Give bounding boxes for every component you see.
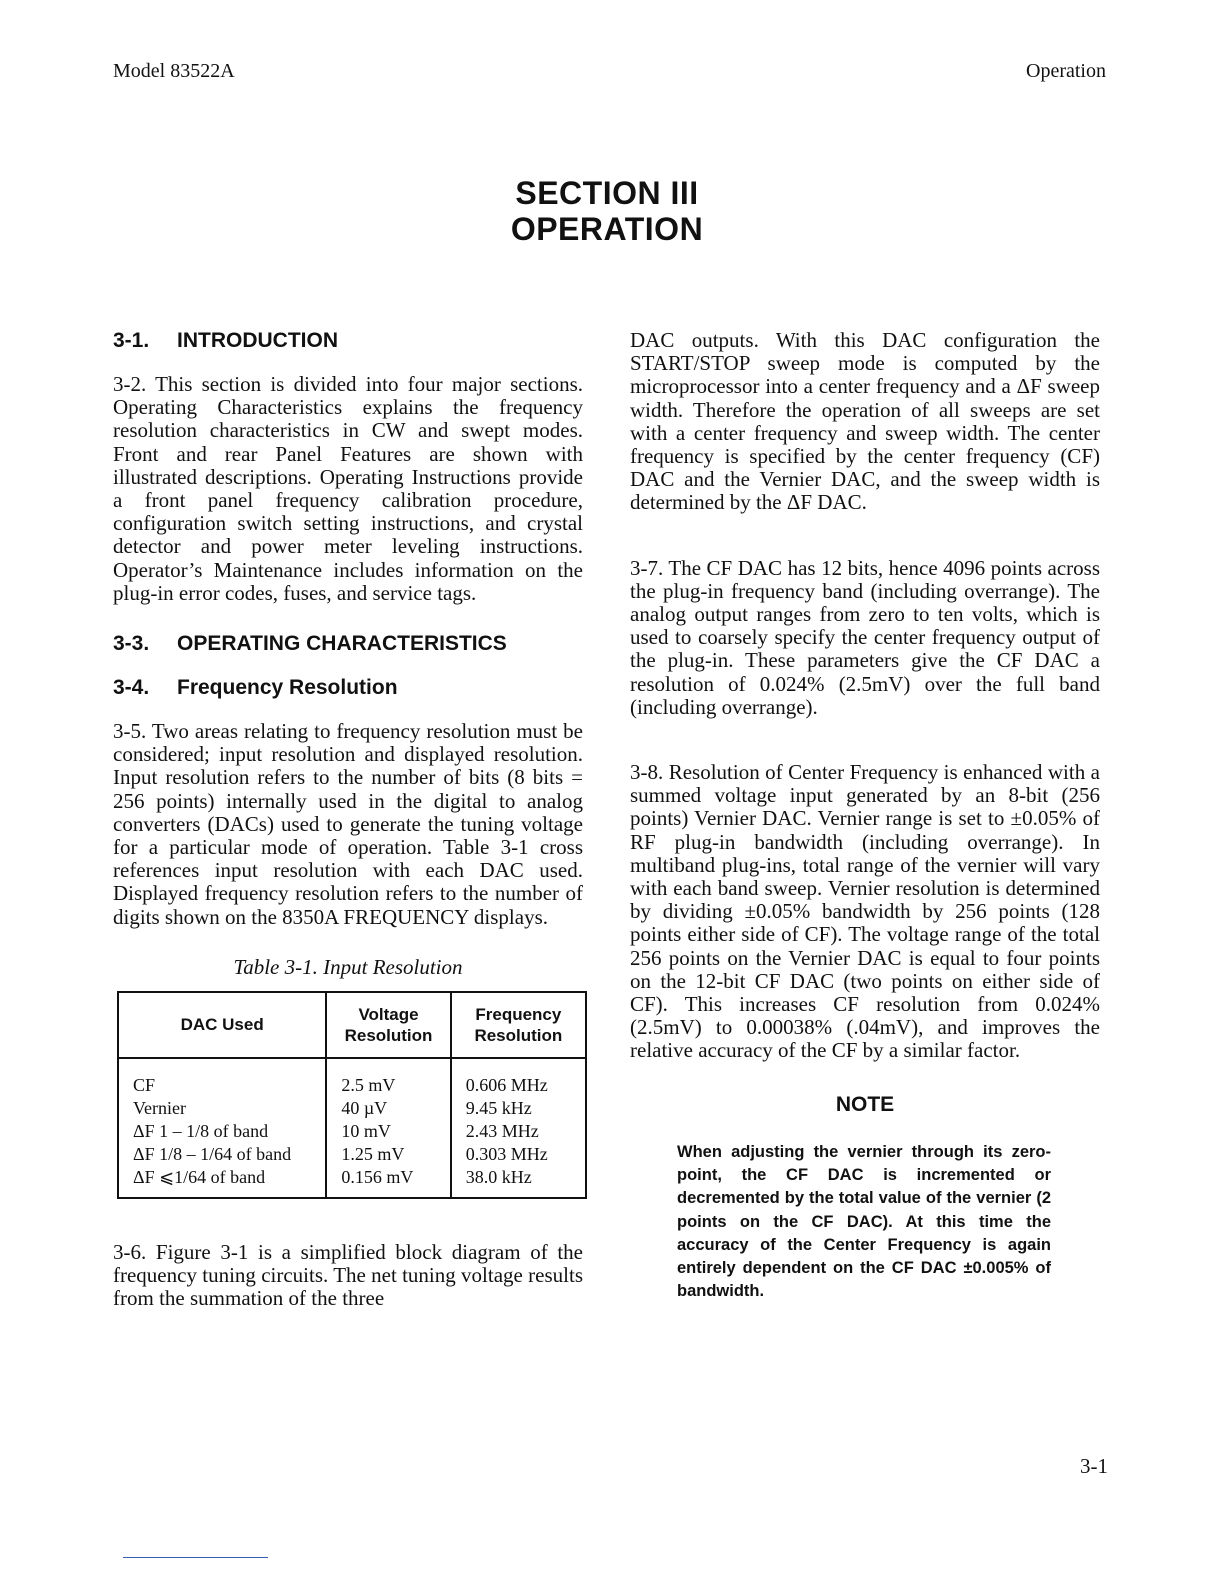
paragraph-continued: DAC outputs. With this DAC configuration the START/STOP sweep mode is computed by the microprocessor into a center frequency and a ΔF sweep width. Therefore the operation of all sweeps are set with a center frequency and sweep width. The center frequency is specified by the center frequency (CF) DAC and the Vernier DAC, and the sweep width is determined by the ΔF DAC. [630,328,1100,515]
paragraph-3-7: 3-7. The CF DAC has 12 bits, hence 4096 points across the plug-in frequency band (including overrange). The analog output ranges from zero to ten volts, which is used to coarsely specify the center frequency output of the plug-in. These parameters give the CF DAC a resolution of 0.024% (2.5mV) over the full band (including overrange). [630,555,1100,719]
operating-characteristics-heading [113,632,583,656]
table-cell: 2.43 MHz [465,1120,539,1141]
table-cell: 38.0 kHz [465,1166,532,1187]
table-cell: ΔF 1/8 – 1/64 of band [133,1143,292,1164]
heading-text: INTRODUCTION [177,329,338,352]
footer-rule [123,1557,268,1558]
table-cell: ΔF 1 – 1/8 of band [133,1120,269,1141]
column-header: DAC Used [118,992,326,1058]
paragraph-3-6: 3-6. Figure 3-1 is a simplified block diagram of the frequency tuning circuits. The net tuning voltage results from the summation of the three [113,1239,583,1311]
paragraph-3-8: 3-8. Resolution of Center Frequency is enhanced with a summed voltage input generated by an 8-bit (256 points) Vernier DAC. Vernier range is set to ±0.05% of RF plug-in bandwidth (including overrange). In multiband plug-ins, total range of the vernier will vary with each band sweep. Vernier resolution is determined by dividing ±0.05% bandwidth by 256 points (128 points either side of CF). The voltage range of the total 256 points on the Vernier DAC is equal to four points on the 12-bit CF DAC (two points on either side of CF). This increases CF resolution from 0.024% (2.5mV) to 0.00038% (.04mV), and improves the relative accuracy of the CF by a similar factor. [630,760,1100,1063]
column-header: Frequency Resolution [451,992,586,1058]
introduction-heading [113,329,583,353]
table-cell: CF [133,1074,156,1095]
input-resolution-table [117,991,587,1199]
table-header-row [118,992,586,1058]
note-body: When adjusting the vernier through its zero-point, the CF DAC is incremented or decremented by the total value of the vernier (2 points on the CF DAC). At this time the accuracy of the Center Frequency is again entirely dependent on the CF DAC ±0.005% of bandwidth. [677,1142,1051,1301]
table-cell: 10 mV [341,1120,391,1141]
table-body-row [118,1058,586,1198]
title-line-2: OPERATION [510,211,704,247]
table-cell: 0.606 MHz [465,1074,548,1095]
table-cell: ΔF ⩽1/64 of band [133,1166,266,1187]
heading-text: OPERATING CHARACTERISTICS [177,632,507,656]
dac-used-column [118,1058,326,1198]
voltage-resolution-column [326,1058,450,1198]
title-line-1: SECTION III [515,175,699,211]
page-number: 3-1 [1080,1454,1108,1478]
heading-number: 3-1. [113,329,150,352]
note-box [630,1093,1100,1304]
table-cell: 0.156 mV [341,1166,414,1187]
paragraph-3-2: 3-2. This section is divided into four major sections. Operating Characteristics explains the frequency resolution characteristics in CW and swept modes. Front and rear Panel Features are shown with illustrated descriptions. Operating Instructions provide a front panel frequency calibration procedure, configuration switch setting instructions, and crystal detector and power meter leveling instructions. Operator’s Maintenance includes information on the plug-in error codes, fuses, and service tags. [113,372,583,605]
table-cell: 40 µV [341,1097,388,1118]
page-title [0,175,1214,247]
left-column [113,329,583,1310]
paragraph-3-5: 3-5. Two areas relating to frequency resolution must be considered; input resolution and displayed resolution. Input resolution refers to the number of bits (8 bits = 256 points) internally used in the digital to analog converters (DACs) used to generate the tuning voltage for a particular mode of operation. Table 3-1 cross references input resolution with each DAC used. Displayed frequency resolution refers to the number of digits shown on the 8350A FREQUENCY displays. [113,719,583,929]
note-heading: NOTE [835,1092,895,1116]
right-column [630,329,1100,1304]
frequency-resolution-column [451,1058,586,1198]
subheading-text: Frequency Resolution [177,676,398,700]
table-caption: Table 3-1. Input Resolution [233,954,463,979]
table-cell: 9.45 kHz [465,1097,532,1118]
frequency-resolution-subheading [113,676,583,700]
table-cell: 1.25 mV [341,1143,405,1164]
column-header: Voltage Resolution [326,992,450,1058]
header-section-name: Operation [1026,60,1106,82]
subheading-number: 3-4. [113,676,150,700]
table-cell: Vernier [133,1097,186,1118]
table-cell: 0.303 MHz [465,1143,548,1164]
table-cell: 2.5 mV [341,1074,396,1095]
heading-number: 3-3. [113,632,150,656]
header-model: Model 83522A [113,60,235,82]
